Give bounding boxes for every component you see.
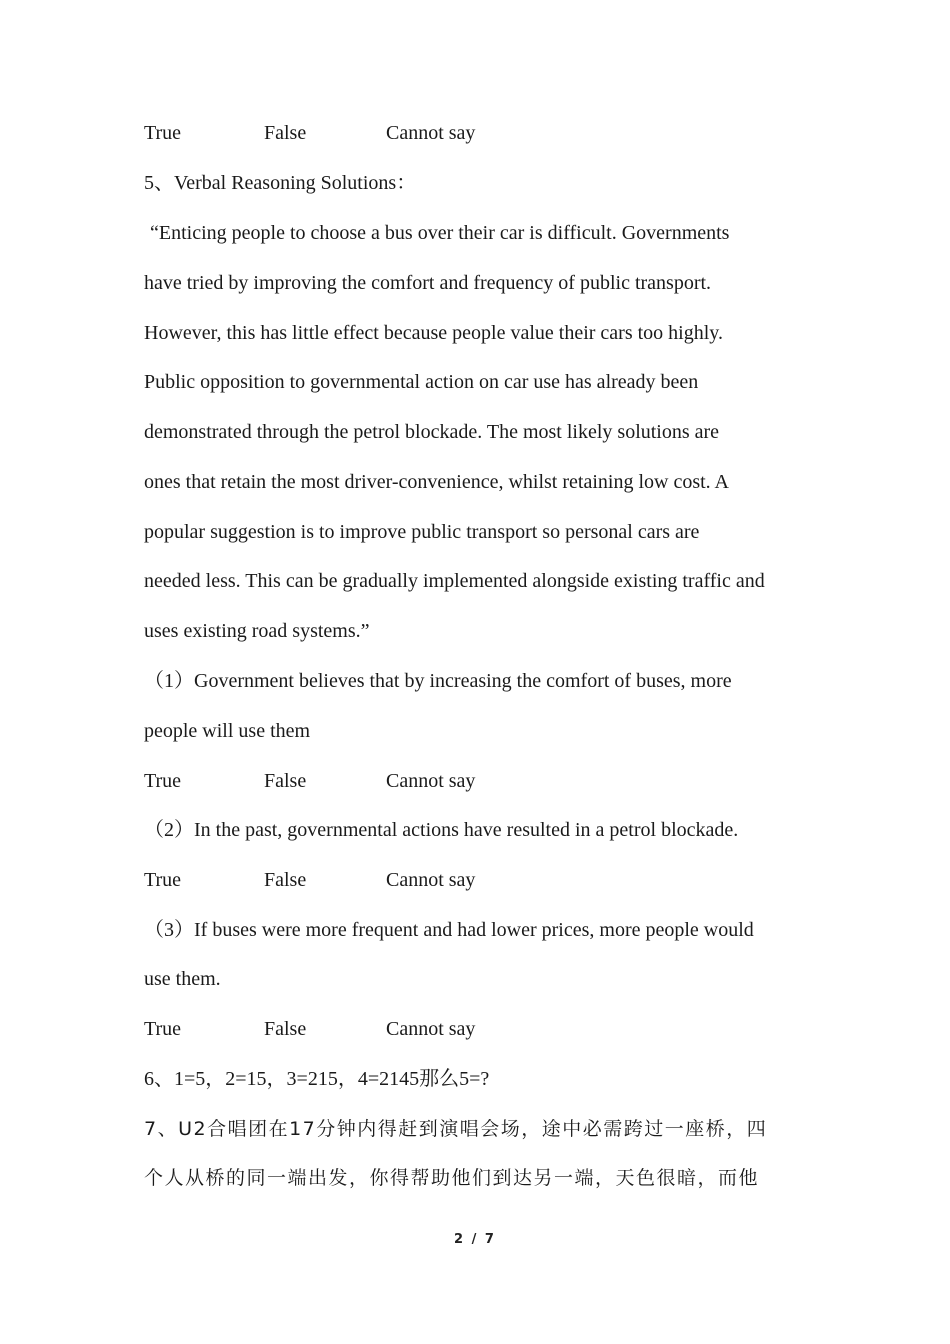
option-false: False	[264, 770, 307, 792]
option-false: False	[264, 122, 307, 144]
option-true: True	[144, 122, 182, 144]
question-5-2: （2）In the past, governmental actions have resulted in a petrol blockade.	[144, 819, 739, 841]
option-cannot-say: Cannot say	[386, 770, 476, 792]
question-7: 7、U2合唱团在17分钟内得赶到演唱会场，途中必需跨过一座桥，四	[144, 1118, 768, 1140]
passage-line: ones that retain the most driver-convenience, whilst retaining low cost. A	[144, 471, 729, 493]
option-false: False	[264, 869, 307, 891]
passage-line: “Enticing people to choose a bus over their car is difficult. Governments	[150, 222, 730, 244]
passage-line: needed less. This can be gradually implemented alongside existing traffic and	[144, 570, 765, 592]
question-6: 6、1=5，2=15，3=215，4=2145那么5=?	[144, 1068, 490, 1090]
option-cannot-say: Cannot say	[386, 122, 476, 144]
question-5-3: （3）If buses were more frequent and had lower prices, more people would	[144, 919, 754, 941]
passage-line: demonstrated through the petrol blockade. The most likely solutions are	[144, 421, 720, 443]
passage-line: popular suggestion is to improve public transport so personal cars are	[144, 521, 700, 543]
option-true: True	[144, 1018, 182, 1040]
question-5-3-cont: use them.	[144, 968, 221, 990]
option-true: True	[144, 869, 182, 891]
passage-line: Public opposition to governmental action on car use has already been	[144, 371, 699, 393]
passage-line: uses existing road systems.”	[144, 620, 370, 642]
option-cannot-say: Cannot say	[386, 1018, 476, 1040]
page-number: 2 / 7	[454, 1232, 496, 1247]
option-true: True	[144, 770, 182, 792]
option-cannot-say: Cannot say	[386, 869, 476, 891]
option-false: False	[264, 1018, 307, 1040]
question-7-cont: 个人从桥的同一端出发，你得帮助他们到达另一端，天色很暗，而他	[144, 1167, 760, 1189]
question-5-1: （1）Government believes that by increasing the comfort of buses, more	[144, 670, 732, 692]
passage-line: However, this has little effect because people value their cars too highly.	[144, 322, 723, 344]
passage-line: have tried by improving the comfort and frequency of public transport.	[144, 272, 712, 294]
question-5-1-cont: people will use them	[144, 720, 311, 742]
question-5-heading: 5、Verbal Reasoning Solutions：	[144, 172, 417, 194]
